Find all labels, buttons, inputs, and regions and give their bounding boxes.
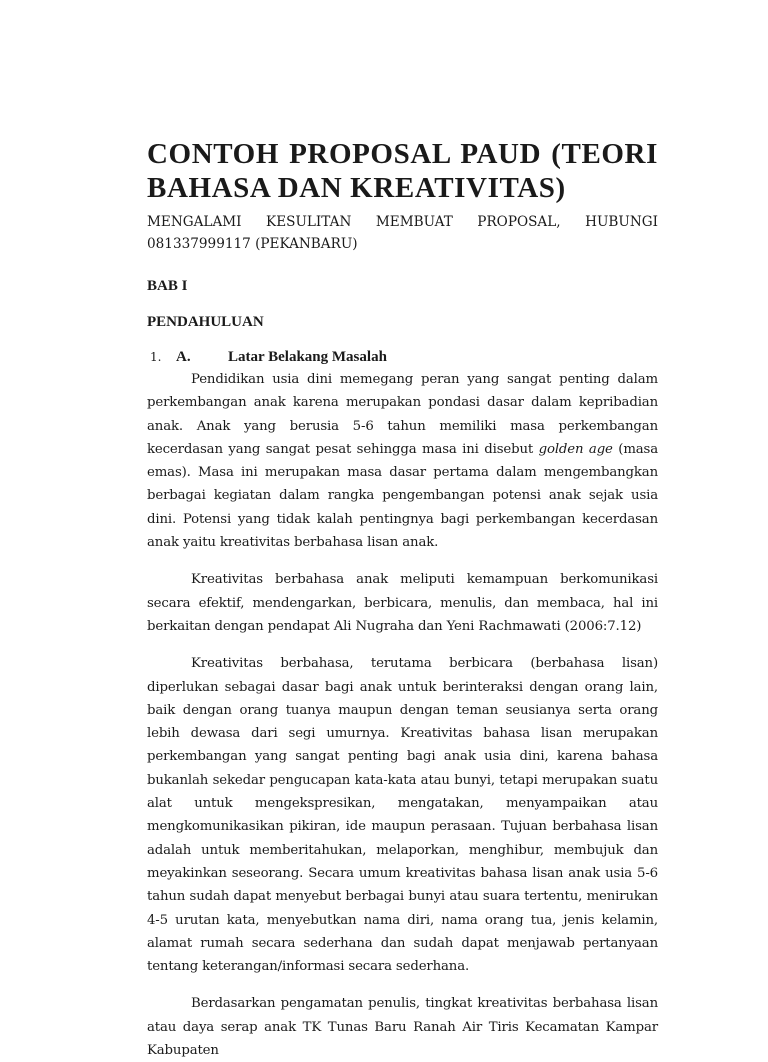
paragraph-4: Berdasarkan pengamatan penulis, tingkat kreativitas berbahasa lisan atau daya serap anak TK Tunas Baru Ranah Air Tiris Kecamatan Kampar Kabupaten [147, 996, 658, 1059]
paragraph-3: Kreativitas berbahasa, terutama berbicara (berbahasa lisan) diperlukan sebagai dasar bagi anak untuk berinteraksi dengan orang lain, baik dengan orang tuanya maupun dengan teman seusianya serta orang lebih dewasa dari segi umurnya. Kreativitas bahasa lisan merupakan perkembangan yang sangat penting bagi anak usia dini, karena bahasa bukanlah sekedar pengucapan kata-kata atau bunyi, tetapi merupakan suatu alat untuk mengekspresikan, mengatakan, menyampaikan atau mengkomunikasikan pikiran, ide maupun perasaan. Tujuan berbahasa lisan adalah untuk memberitahukan, melaporkan, menghibur, membujuk dan meyakinkan seseorang. Secara umum kreativitas bahasa lisan anak usia 5-6 tahun sudah dapat menyebut berbagai bunyi atau suara tertentu, menirukan 4-5 urutan kata, menyebutkan nama diri, nama orang tua, jenis kelamin, alamat rumah secara sederhana dan sudah dapat menjawab pertanyaan tentang keterangan/informasi secara sederhana. [147, 656, 658, 975]
document-title: CONTOH PROPOSAL PAUD (TEORI BAHASA DAN KREATIVITAS) [147, 138, 658, 204]
section-title: Latar Belakang Masalah [228, 349, 387, 365]
section-number: 1. [150, 350, 162, 364]
section-heading [147, 347, 658, 367]
chapter-title: PENDAHULUAN [147, 314, 264, 330]
document-page [147, 137, 658, 1062]
paragraph-1-text-b: (masa emas). Masa ini merupakan masa dasar pertama dalam mengembangkan berbagai kegiatan dalam rangka pengembangan potensi anak sejak usia dini. Potensi yang tidak kalah pentingnya bagi perkembangan kecerdasan anak yaitu kreativitas berbahasa lisan anak. [147, 441, 659, 551]
paragraph-1 [147, 368, 658, 554]
paragraph-1-italic-term: golden age [538, 441, 613, 457]
chapter-label: BAB I [147, 278, 188, 294]
document-subtitle: MENGALAMI KESULITAN MEMBUAT PROPOSAL, HUBUNGI 081337999117 (PEKANBARU) [147, 214, 658, 252]
paragraph-1-text-a: Pendidikan usia dini memegang peran yang sangat penting dalam perkembangan anak karena merupakan pondasi dasar dalam kepribadian anak. Anak yang berusia 5-6 tahun memiliki masa perkembangan kecerdasan yang sangat pesat sehingga masa ini disebut [147, 372, 658, 457]
section-letter: A. [176, 349, 191, 365]
paragraph-2: Kreativitas berbahasa anak meliputi kemampuan berkomunikasi secara efektif, mendengarkan, berbicara, menulis, dan membaca, hal ini berkaitan dengan pendapat Ali Nugraha dan Yeni Rachmawati (2006:7.12) [147, 572, 658, 634]
